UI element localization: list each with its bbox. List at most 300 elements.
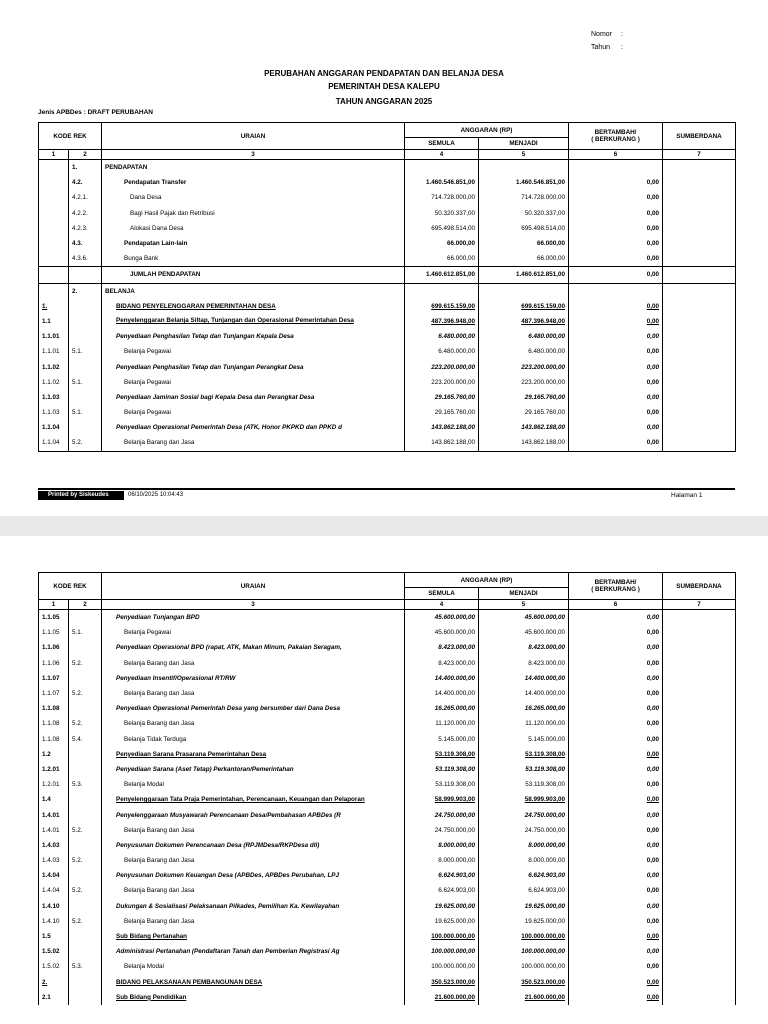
kode-sub-cell: 5.2.	[69, 686, 102, 701]
kode-rek-cell: 1.1.02	[39, 375, 69, 390]
kode-rek-cell	[39, 206, 69, 221]
bertambah-cell: 0,00	[569, 344, 663, 359]
menjadi-cell: 1.460.612.851,00	[479, 267, 569, 283]
header-col-4: 4	[405, 600, 479, 610]
header-sumberdana: SUMBERDANA	[663, 573, 736, 600]
uraian-cell: Penyediaan Sarana Prasarana Pemerintahan Desa	[102, 747, 405, 762]
kode-rek-cell: 1.1	[39, 314, 69, 329]
table-row	[39, 375, 736, 390]
header-col-4: 4	[405, 150, 479, 160]
bertambah-cell: 0,00	[569, 251, 663, 267]
kode-sub-cell: 5.2.	[69, 883, 102, 898]
kode-sub-cell: 5.2.	[69, 823, 102, 838]
sumberdana-cell	[663, 610, 736, 626]
semula-cell: 19.625.000,00	[405, 899, 479, 914]
bertambah-cell: 0,00	[569, 267, 663, 283]
kode-rek-cell: 1.2.01	[39, 777, 69, 792]
kode-sub-cell	[69, 610, 102, 626]
sumberdana-cell	[663, 883, 736, 898]
kode-sub-cell	[69, 390, 102, 405]
sumberdana-cell	[663, 435, 736, 451]
sumberdana-cell	[663, 732, 736, 747]
semula-cell	[405, 160, 479, 176]
kode-rek-cell: 2.1	[39, 990, 69, 1005]
header-col-6: 6	[569, 600, 663, 610]
uraian-cell: Belanja Barang dan Jasa	[102, 914, 405, 929]
uraian-cell: Penyusunan Dokumen Keuangan Desa (APBDes, APBDes Perubahan, LPJ	[102, 868, 405, 883]
menjadi-cell: 29.165.760,00	[479, 390, 569, 405]
table-row	[39, 206, 736, 221]
menjadi-cell: 53.119.308,00	[479, 747, 569, 762]
bertambah-cell: 0,00	[569, 807, 663, 822]
header-col-7: 7	[663, 150, 736, 160]
semula-cell: 58.999.903,00	[405, 792, 479, 807]
uraian-cell: Belanja Pegawai	[102, 375, 405, 390]
menjadi-cell: 24.750.000,00	[479, 823, 569, 838]
kode-sub-cell: 1.	[69, 160, 102, 176]
kode-rek-cell: 1.1.04	[39, 420, 69, 435]
table-row	[39, 899, 736, 914]
menjadi-cell: 350.523.000,00	[479, 975, 569, 990]
kode-rek-cell: 1.5	[39, 929, 69, 944]
menjadi-cell: 6.480.000,00	[479, 329, 569, 344]
bertambah-cell: 0,00	[569, 899, 663, 914]
table-row	[39, 251, 736, 267]
bertambah-cell: 0,00	[569, 221, 663, 236]
uraian-cell: Belanja Pegawai	[102, 625, 405, 640]
bertambah-cell: 0,00	[569, 299, 663, 314]
table-row	[39, 823, 736, 838]
table-row	[39, 853, 736, 868]
sumberdana-cell	[663, 777, 736, 792]
table-row	[39, 929, 736, 944]
menjadi-cell: 45.600.000,00	[479, 625, 569, 640]
sumberdana-cell	[663, 420, 736, 435]
semula-cell: 29.165.760,00	[405, 390, 479, 405]
uraian-cell: Belanja Barang dan Jasa	[102, 686, 405, 701]
bertambah-cell: 0,00	[569, 329, 663, 344]
header-anggaran: ANGGARAN (RP)	[405, 573, 569, 588]
kode-rek-cell	[39, 190, 69, 205]
kode-rek-cell	[39, 221, 69, 236]
uraian-cell: Dana Desa	[102, 190, 405, 205]
uraian-cell: PENDAPATAN	[102, 160, 405, 176]
table-row	[39, 175, 736, 190]
header-sumberdana: SUMBERDANA	[663, 123, 736, 150]
bertambah-cell: 0,00	[569, 640, 663, 655]
sumberdana-cell	[663, 807, 736, 822]
bertambah-cell: 0,00	[569, 686, 663, 701]
sumberdana-cell	[663, 701, 736, 716]
kode-rek-cell: 1.2	[39, 747, 69, 762]
page-number: Halaman 1	[671, 492, 703, 499]
menjadi-cell: 14.400.000,00	[479, 686, 569, 701]
kode-rek-cell: 1.1.07	[39, 671, 69, 686]
sumberdana-cell	[663, 329, 736, 344]
uraian-cell: Dukungan & Sosialisasi Pelaksanaan Pilkades, Pemilihan Ka. Kewilayahan	[102, 899, 405, 914]
semula-cell: 53.119.308,00	[405, 762, 479, 777]
kode-rek-cell	[39, 267, 69, 283]
bertambah-cell	[569, 160, 663, 176]
tahun-colon: :	[621, 44, 623, 51]
menjadi-cell: 100.000.000,00	[479, 929, 569, 944]
semula-cell: 21.600.000,00	[405, 990, 479, 1005]
sumberdana-cell	[663, 929, 736, 944]
kode-sub-cell: 5.2.	[69, 656, 102, 671]
bertambah-cell: 0,00	[569, 732, 663, 747]
kode-rek-cell: 1.1.04	[39, 435, 69, 451]
kode-rek-cell	[39, 160, 69, 176]
kode-rek-cell: 1.4.10	[39, 899, 69, 914]
kode-sub-cell: 4.2.2.	[69, 206, 102, 221]
kode-sub-cell	[69, 990, 102, 1005]
table-body-page-1	[39, 160, 736, 452]
table-row	[39, 656, 736, 671]
uraian-cell: Belanja Tidak Terduga	[102, 732, 405, 747]
bertambah-cell: 0,00	[569, 206, 663, 221]
menjadi-cell: 66.000,00	[479, 251, 569, 267]
bertambah-cell: 0,00	[569, 716, 663, 731]
kode-rek-cell: 1.1.05	[39, 625, 69, 640]
semula-cell: 100.000.000,00	[405, 929, 479, 944]
semula-cell: 53.119.308,00	[405, 747, 479, 762]
semula-cell: 45.600.000,00	[405, 625, 479, 640]
kode-sub-cell: 5.2.	[69, 853, 102, 868]
header-col-3: 3	[102, 150, 405, 160]
footer-rule	[38, 488, 735, 490]
uraian-cell: Penyediaan Sarana (Aset Tetap) Perkantoran/Pemerintahan	[102, 762, 405, 777]
uraian-cell: BIDANG PENYELENGGARAN PEMERINTAHAN DESA	[102, 299, 405, 314]
kode-sub-cell: 4.2.1.	[69, 190, 102, 205]
semula-cell: 699.615.159,00	[405, 299, 479, 314]
kode-sub-cell	[69, 299, 102, 314]
semula-cell: 14.400.000,00	[405, 686, 479, 701]
table-row	[39, 777, 736, 792]
sumberdana-cell	[663, 236, 736, 251]
header-bertambah: BERTAMBAH/ ( BERKURANG )	[569, 123, 663, 150]
header-anggaran: ANGGARAN (RP)	[405, 123, 569, 138]
uraian-cell: Belanja Modal	[102, 777, 405, 792]
uraian-cell: Belanja Barang dan Jasa	[102, 435, 405, 451]
header-col-5: 5	[479, 150, 569, 160]
header-semula: SEMULA	[405, 588, 479, 600]
bertambah-cell: 0,00	[569, 375, 663, 390]
kode-rek-cell: 1.1.07	[39, 686, 69, 701]
menjadi-cell: 714.728.000,00	[479, 190, 569, 205]
bertambah-cell: 0,00	[569, 823, 663, 838]
sumberdana-cell	[663, 314, 736, 329]
menjadi-cell: 8.000.000,00	[479, 853, 569, 868]
uraian-cell: Penyediaan Penghasilan Tetap dan Tunjangan Kepala Desa	[102, 329, 405, 344]
bertambah-cell: 0,00	[569, 929, 663, 944]
uraian-cell: Sub Bidang Pertanahan	[102, 929, 405, 944]
menjadi-cell: 21.600.000,00	[479, 990, 569, 1005]
menjadi-cell: 6.624.903,00	[479, 868, 569, 883]
menjadi-cell: 8.423.000,00	[479, 656, 569, 671]
bertambah-cell: 0,00	[569, 435, 663, 451]
uraian-cell: Penyelenggaraan Musyawarah Perencanaan Desa/Pembahasan APBDes (R	[102, 807, 405, 822]
menjadi-cell: 8.423.000,00	[479, 640, 569, 655]
table-row	[39, 701, 736, 716]
sumberdana-cell	[663, 990, 736, 1005]
sumberdana-cell	[663, 359, 736, 374]
menjadi-cell: 53.119.308,00	[479, 762, 569, 777]
uraian-cell: Pendapatan Lain-lain	[102, 236, 405, 251]
menjadi-cell: 8.000.000,00	[479, 838, 569, 853]
semula-cell: 1.460.612.851,00	[405, 267, 479, 283]
bertambah-cell: 0,00	[569, 405, 663, 420]
uraian-cell: Belanja Barang dan Jasa	[102, 883, 405, 898]
kode-sub-cell	[69, 747, 102, 762]
kode-sub-cell: 2.	[69, 283, 102, 299]
kode-sub-cell	[69, 792, 102, 807]
header-col-2: 2	[69, 150, 102, 160]
bertambah-cell: 0,00	[569, 236, 663, 251]
kode-sub-cell: 5.1.	[69, 344, 102, 359]
kode-sub-cell: 4.2.	[69, 175, 102, 190]
table-row	[39, 671, 736, 686]
report-subtitle-year: TAHUN ANGGARAN 2025	[335, 97, 433, 106]
bertambah-cell: 0,00	[569, 914, 663, 929]
semula-cell: 100.000.000,00	[405, 959, 479, 974]
table-row	[39, 435, 736, 451]
semula-cell: 5.145.000,00	[405, 732, 479, 747]
kode-sub-cell: 5.4.	[69, 732, 102, 747]
semula-cell: 66.000,00	[405, 251, 479, 267]
sumberdana-cell	[663, 640, 736, 655]
menjadi-cell: 53.119.308,00	[479, 777, 569, 792]
semula-cell: 6.624.903,00	[405, 883, 479, 898]
table-row	[39, 716, 736, 731]
semula-cell: 14.400.000,00	[405, 671, 479, 686]
kode-rek-cell: 1.1.03	[39, 405, 69, 420]
kode-rek-cell: 1.4.04	[39, 883, 69, 898]
kode-sub-cell: 5.1.	[69, 405, 102, 420]
kode-rek-cell: 1.4.01	[39, 807, 69, 822]
kode-sub-cell: 5.2.	[69, 435, 102, 451]
menjadi-cell: 29.165.760,00	[479, 405, 569, 420]
menjadi-cell: 16.265.000,00	[479, 701, 569, 716]
semula-cell: 6.624.903,00	[405, 868, 479, 883]
kode-rek-cell: 1.1.05	[39, 610, 69, 626]
kode-sub-cell: 5.2.	[69, 914, 102, 929]
sumberdana-cell	[663, 762, 736, 777]
bertambah-cell: 0,00	[569, 610, 663, 626]
kode-sub-cell	[69, 899, 102, 914]
semula-cell: 45.600.000,00	[405, 610, 479, 626]
table-row	[39, 975, 736, 990]
semula-cell: 223.200.000,00	[405, 375, 479, 390]
bertambah-cell: 0,00	[569, 656, 663, 671]
bertambah-cell: 0,00	[569, 975, 663, 990]
semula-cell: 24.750.000,00	[405, 823, 479, 838]
menjadi-cell: 223.200.000,00	[479, 375, 569, 390]
kode-sub-cell	[69, 314, 102, 329]
uraian-cell: Penyelenggaraan Tata Praja Pemerintahan, Perencanaan, Keuangan dan Pelaporan	[102, 792, 405, 807]
menjadi-cell: 699.615.159,00	[479, 299, 569, 314]
semula-cell: 16.265.000,00	[405, 701, 479, 716]
kode-rek-cell: 1.1.08	[39, 716, 69, 731]
semula-cell: 8.423.000,00	[405, 640, 479, 655]
menjadi-cell	[479, 283, 569, 299]
kode-sub-cell: 4.3.6.	[69, 251, 102, 267]
bertambah-cell: 0,00	[569, 420, 663, 435]
sumberdana-cell	[663, 656, 736, 671]
uraian-cell: Bagi Hasil Pajak dan Retribusi	[102, 206, 405, 221]
menjadi-cell: 19.625.000,00	[479, 914, 569, 929]
semula-cell: 29.165.760,00	[405, 405, 479, 420]
sumberdana-cell	[663, 267, 736, 283]
menjadi-cell: 45.600.000,00	[479, 610, 569, 626]
kode-sub-cell: 5.1.	[69, 625, 102, 640]
print-timestamp: 06/10/2025 10:04:43	[128, 492, 184, 498]
kode-rek-cell: 1.4.03	[39, 838, 69, 853]
table-row	[39, 236, 736, 251]
semula-cell: 24.750.000,00	[405, 807, 479, 822]
kode-rek-cell: 1.1.01	[39, 329, 69, 344]
bertambah-cell: 0,00	[569, 701, 663, 716]
bertambah-cell: 0,00	[569, 838, 663, 853]
bertambah-cell: 0,00	[569, 990, 663, 1005]
sumberdana-cell	[663, 899, 736, 914]
kode-sub-cell	[69, 838, 102, 853]
tahun-label: Tahun	[591, 44, 611, 51]
table-row	[39, 747, 736, 762]
sumberdana-cell	[663, 853, 736, 868]
uraian-cell: Belanja Barang dan Jasa	[102, 853, 405, 868]
kode-rek-cell	[39, 251, 69, 267]
bertambah-cell: 0,00	[569, 314, 663, 329]
menjadi-cell: 487.396.948,00	[479, 314, 569, 329]
menjadi-cell: 100.000.000,00	[479, 959, 569, 974]
table-row	[39, 959, 736, 974]
header-uraian: URAIAN	[102, 573, 405, 600]
semula-cell: 143.862.188,00	[405, 420, 479, 435]
menjadi-cell: 19.625.000,00	[479, 899, 569, 914]
sumberdana-cell	[663, 686, 736, 701]
kode-rek-cell: 1.4.03	[39, 853, 69, 868]
printed-by-badge: Printed by Siskeudes	[38, 491, 124, 500]
bertambah-cell: 0,00	[569, 777, 663, 792]
kode-rek-cell	[39, 283, 69, 299]
semula-cell: 6.480.000,00	[405, 344, 479, 359]
uraian-cell: BIDANG PELAKSANAAN PEMBANGUNAN DESA	[102, 975, 405, 990]
uraian-cell: Belanja Barang dan Jasa	[102, 823, 405, 838]
header-col-5: 5	[479, 600, 569, 610]
header-menjadi: MENJADI	[479, 138, 569, 150]
uraian-cell: Administrasi Pertanahan (Pendaftaran Tanah dan Pemberian Registrasi Ag	[102, 944, 405, 959]
uraian-cell: Penyediaan Insentif/Operasional RT/RW	[102, 671, 405, 686]
semula-cell: 8.423.000,00	[405, 656, 479, 671]
table-row	[39, 221, 736, 236]
sumberdana-cell	[663, 175, 736, 190]
kode-sub-cell: 5.1.	[69, 375, 102, 390]
table-row	[39, 625, 736, 640]
menjadi-cell: 6.480.000,00	[479, 344, 569, 359]
uraian-cell: Belanja Barang dan Jasa	[102, 656, 405, 671]
sumberdana-cell	[663, 160, 736, 176]
page-gap	[0, 516, 768, 536]
semula-cell: 11.120.000,00	[405, 716, 479, 731]
report-page-2	[0, 536, 768, 1024]
sumberdana-cell	[663, 975, 736, 990]
sumberdana-cell	[663, 792, 736, 807]
jenis-apbdes: Jenis APBDes : DRAFT PERUBAHAN	[38, 109, 153, 116]
uraian-cell: Belanja Pegawai	[102, 344, 405, 359]
kode-rek-cell: 1.2.01	[39, 762, 69, 777]
table-row	[39, 344, 736, 359]
bertambah-cell: 0,00	[569, 625, 663, 640]
uraian-cell: Penyusunan Dokumen Perencanaan Desa (RPJMDesa/RKPDesa dll)	[102, 838, 405, 853]
table-row	[39, 914, 736, 929]
semula-cell: 50.320.337,00	[405, 206, 479, 221]
kode-sub-cell	[69, 671, 102, 686]
kode-rek-cell	[39, 175, 69, 190]
table-row	[39, 160, 736, 176]
menjadi-cell: 66.000,00	[479, 236, 569, 251]
kode-sub-cell	[69, 929, 102, 944]
header-col-7: 7	[663, 600, 736, 610]
uraian-cell: Penyediaan Operasional Pemerintah Desa (ATK, Honor PKPKD dan PPKD d	[102, 420, 405, 435]
table-row	[39, 686, 736, 701]
nomor-label: Nomor	[591, 31, 613, 38]
uraian-cell: Alokasi Dana Desa	[102, 221, 405, 236]
kode-sub-cell	[69, 701, 102, 716]
table-row	[39, 868, 736, 883]
table-row	[39, 420, 736, 435]
table-row	[39, 267, 736, 283]
table-row	[39, 314, 736, 329]
uraian-cell: Bunga Bank	[102, 251, 405, 267]
semula-cell: 1.460.546.851,00	[405, 175, 479, 190]
header-col-1: 1	[39, 600, 69, 610]
semula-cell: 350.523.000,00	[405, 975, 479, 990]
table-row	[39, 610, 736, 626]
kode-sub-cell	[69, 329, 102, 344]
menjadi-cell: 100.000.000,00	[479, 944, 569, 959]
sumberdana-cell	[663, 625, 736, 640]
menjadi-cell: 6.624.903,00	[479, 883, 569, 898]
kode-rek-cell: 1.4.10	[39, 914, 69, 929]
semula-cell: 223.200.000,00	[405, 359, 479, 374]
menjadi-cell: 143.862.188,00	[479, 435, 569, 451]
uraian-cell: Belanja Pegawai	[102, 405, 405, 420]
kode-sub-cell	[69, 807, 102, 822]
uraian-cell: Belanja Modal	[102, 959, 405, 974]
uraian-cell: JUMLAH PENDAPATAN	[102, 267, 405, 283]
header-kode-rek: KODE REK	[39, 123, 102, 150]
menjadi-cell: 58.999.903,00	[479, 792, 569, 807]
sumberdana-cell	[663, 190, 736, 205]
uraian-cell: Penyediaan Operasional Pemerintah Desa yang bersumber dari Dana Desa	[102, 701, 405, 716]
semula-cell: 53.119.308,00	[405, 777, 479, 792]
menjadi-cell: 1.460.546.851,00	[479, 175, 569, 190]
bertambah-cell: 0,00	[569, 868, 663, 883]
budget-table-page-1	[38, 122, 736, 452]
bertambah-cell: 0,00	[569, 359, 663, 374]
table-row	[39, 762, 736, 777]
uraian-cell: Sub Bidang Pendidikan	[102, 990, 405, 1005]
table-body-page-2	[39, 610, 736, 1005]
bertambah-cell: 0,00	[569, 944, 663, 959]
semula-cell: 8.000.000,00	[405, 853, 479, 868]
bertambah-cell: 0,00	[569, 762, 663, 777]
sumberdana-cell	[663, 914, 736, 929]
kode-rek-cell: 1.1.08	[39, 732, 69, 747]
kode-sub-cell: 5.2.	[69, 716, 102, 731]
header-col-6: 6	[569, 150, 663, 160]
semula-cell: 714.728.000,00	[405, 190, 479, 205]
